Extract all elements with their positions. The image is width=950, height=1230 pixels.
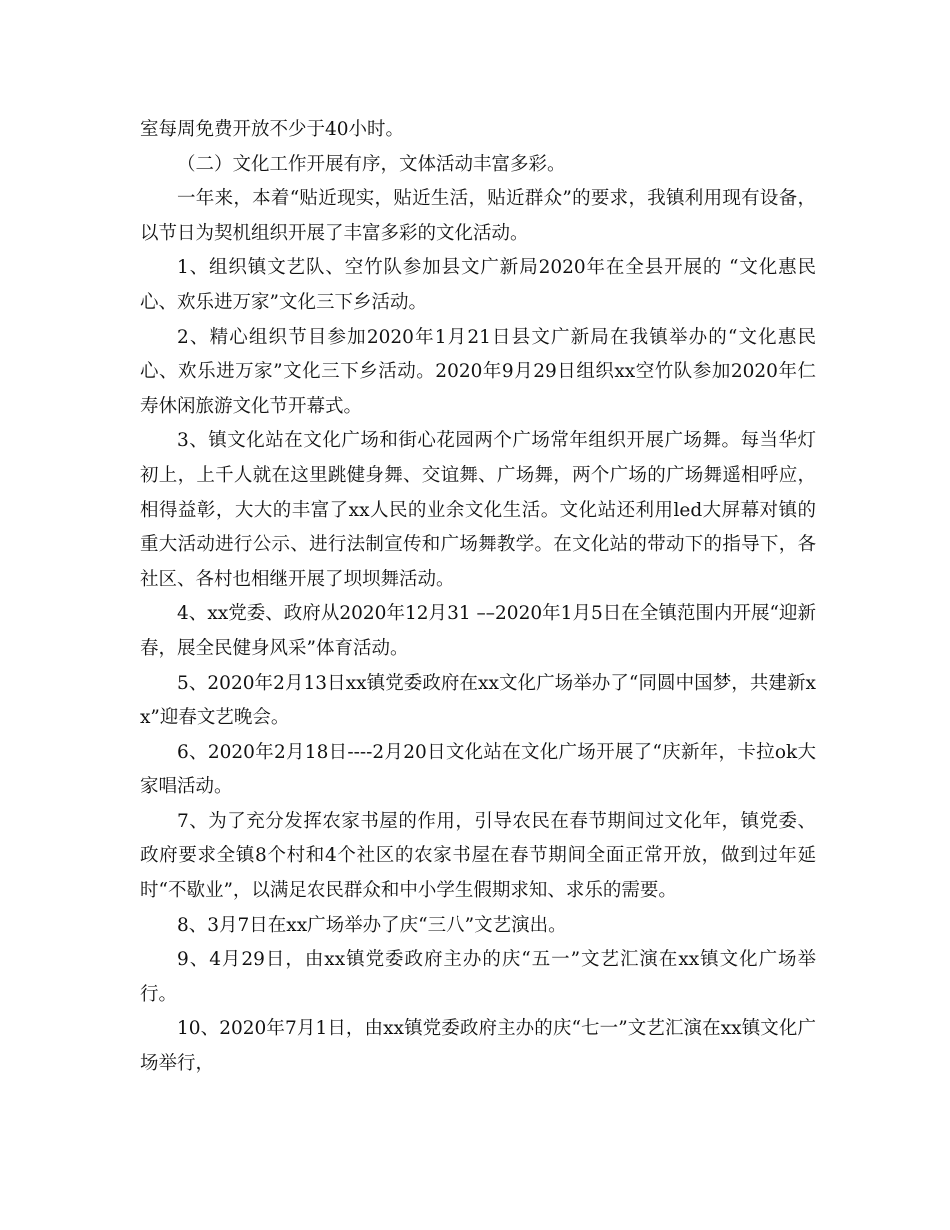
list-item-9: 9、4月29日，由xx镇党委政府主办的庆“五一”文艺汇演在xx镇文化广场举行。 [140,949,816,1005]
list-item-10: 10、2020年7月1日，由xx镇党委政府主办的庆“七一”文艺汇演在xx镇文化广场举行， [140,1018,816,1075]
list-item-7: 7、为了充分发挥农家书屋的作用，引导农民在春节期间过文化年，镇党委、政府要求全镇8个村和4个社区的农家书屋在春节期间全面正常开放，做到过年延时“不歇业”，以满足农民群众和中小学生假期求知、求乐的需要。 [140,810,816,902]
list-item-8: 8、3月7日在xx广场举办了庆“三八”文艺演出。 [177,914,567,936]
list-item-2: 2、精心组织节目参加2020年1月21日县文广新局在我镇举办的“文化惠民心、欢乐进万家”文化三下乡活动。2020年9月29日组织xx空竹队参加2020年仁寿休闲旅游文化节开幕式。 [140,326,816,417]
list-item-5: 5、2020年2月13日xx镇党委政府在xx文化广场举办了“同圆中国梦，共建新xx”迎春文艺晚会。 [140,672,816,729]
list-item-3: 3、镇文化站在文化广场和街心花园两个广场常年组织开展广场舞。每当华灯初上，上千人就在这里跳健身舞、交谊舞、广场舞，两个广场的广场舞遥相呼应，相得益彰，大大的丰富了xx人民的业余文化生活。文化站还利用led大屏幕对镇的重大活动进行公示、进行法制宣传和广场舞教学。在文化站的带动下的指导下，各社区、各村也相继开展了坝坝舞活动。 [140,430,816,590]
list-item-1: 1、组织镇文艺队、空竹队参加县文广新局2020年在全县开展的 “文化惠民心、欢乐进万家”文化三下乡活动。 [140,257,816,313]
list-item-6: 6、2020年2月18日----2月20日文化站在文化广场开展了“庆新年，卡拉ok大家唱活动。 [140,741,816,798]
list-item-4: 4、xx党委、政府从2020年12月31 ––2020年1月5日在全镇范围内开展“迎新春，展全民健身风采”体育活动。 [140,603,816,659]
section-heading: （二）文化工作开展有序，文体活动丰富多彩。 [177,153,566,175]
paragraph-continuation: 室每周免费开放不少于40小时。 [140,119,405,140]
paragraph-intro: 一年来，本着“贴近现实，贴近生活，贴近群众”的要求，我镇利用现有设备，以节日为契机组织开展了丰富多彩的文化活动。 [140,188,816,244]
document-body [140,113,816,1082]
